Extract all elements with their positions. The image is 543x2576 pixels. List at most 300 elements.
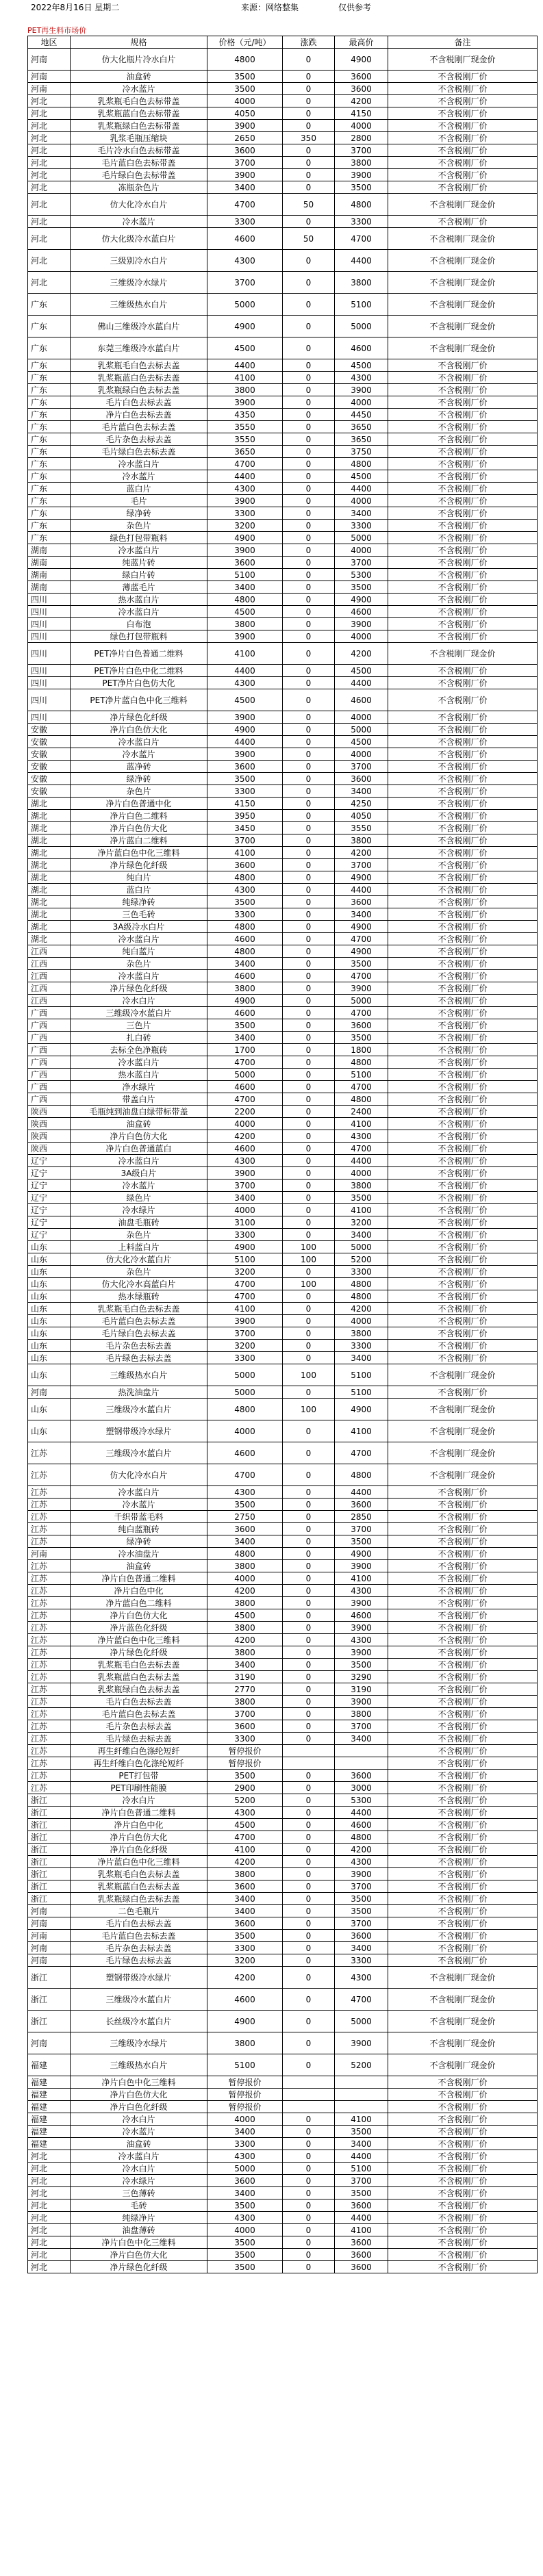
cell-price: 3700: [207, 272, 283, 294]
cell-remark: 不含税刚厂价: [388, 1585, 538, 1597]
cell-region: 广东: [28, 396, 71, 409]
cell-region: 江苏: [28, 1720, 71, 1733]
cell-change: 0: [283, 677, 335, 689]
cell-region: 河南: [28, 1942, 71, 1954]
cell-region: 江苏: [28, 1511, 71, 1523]
cell-region: 山东: [28, 1340, 71, 1352]
table-row: [28, 359, 538, 372]
cell-max-price: 3600: [335, 2249, 388, 2261]
report-source: 来源：网络整集: [241, 3, 299, 12]
cell-region: 福建: [28, 2101, 71, 2113]
cell-remark: 不含税刚厂价: [388, 1143, 538, 1155]
cell-remark: 不含税刚厂价: [388, 736, 538, 748]
cell-spec: 冷水蓝白片: [71, 1155, 207, 1167]
cell-change: 0: [283, 532, 335, 544]
cell-remark: 不含税刚厂价: [388, 532, 538, 544]
cell-region: 河北: [28, 2199, 71, 2212]
cell-max-price: 5000: [335, 532, 388, 544]
cell-region: 河北: [28, 120, 71, 132]
table-row: [28, 446, 538, 458]
cell-remark: 不含税刚厂价: [388, 2163, 538, 2175]
cell-region: 湖北: [28, 908, 71, 921]
cell-region: 四川: [28, 665, 71, 677]
table-row: [28, 83, 538, 95]
cell-change: [283, 1745, 335, 1757]
cell-change: 0: [283, 316, 335, 337]
table-row: [28, 581, 538, 594]
cell-spec: 三维级冷水绿片: [71, 272, 207, 294]
cell-region: 浙江: [28, 1989, 71, 2011]
cell-price: 4500: [207, 1819, 283, 1831]
cell-price: 5000: [207, 1386, 283, 1399]
cell-change: 0: [283, 1646, 335, 1659]
cell-remark: 不含税刚厂价: [388, 1696, 538, 1708]
cell-max-price: 4900: [335, 1399, 388, 1420]
cell-remark: 不含税刚厂价: [388, 1659, 538, 1671]
cell-remark: 不含税刚厂现金价: [388, 294, 538, 316]
cell-change: 0: [283, 1155, 335, 1167]
cell-max-price: [335, 1745, 388, 1757]
cell-region: 江苏: [28, 1757, 71, 1770]
cell-change: 0: [283, 908, 335, 921]
cell-spec: PET打包带: [71, 1770, 207, 1782]
cell-spec: 三维级冷水蓝白片: [71, 1007, 207, 1019]
cell-spec: 蓝白片: [71, 483, 207, 495]
cell-remark: 不含税刚厂价: [388, 2126, 538, 2138]
cell-remark: 不含税刚厂价: [388, 1167, 538, 1179]
cell-remark: 不含税刚厂现金价: [388, 49, 538, 71]
cell-price: 4800: [207, 1548, 283, 1560]
table-row: [28, 1266, 538, 1278]
cell-spec: 净片绿色化纤级: [71, 711, 207, 724]
table-row: [28, 337, 538, 359]
cell-change: 0: [283, 859, 335, 871]
cell-remark: 不含税刚厂价: [388, 1044, 538, 1056]
cell-price: 3500: [207, 1499, 283, 1511]
cell-remark: 不含税刚厂现金价: [388, 2032, 538, 2054]
cell-remark: 不含税刚厂价: [388, 970, 538, 982]
cell-change: 0: [283, 1069, 335, 1081]
cell-spec: 毛片蓝白色去标去盖: [71, 1315, 207, 1327]
cell-region: 辽宁: [28, 1167, 71, 1179]
cell-region: 江苏: [28, 1597, 71, 1609]
table-row: [28, 409, 538, 421]
cell-max-price: 3800: [335, 1327, 388, 1340]
table-row: [28, 958, 538, 970]
cell-price: 4300: [207, 677, 283, 689]
cell-max-price: 4900: [335, 945, 388, 958]
cell-change: 0: [283, 1917, 335, 1930]
page-header: [0, 0, 543, 35]
cell-remark: 不含税刚厂价: [388, 1253, 538, 1266]
cell-region: 广东: [28, 446, 71, 458]
table-row: [28, 228, 538, 250]
cell-price: 4700: [207, 1464, 283, 1486]
cell-region: 四川: [28, 711, 71, 724]
cell-spec: 3A级白片: [71, 1167, 207, 1179]
cell-spec: 三色毛砖: [71, 908, 207, 921]
table-row: [28, 1464, 538, 1486]
cell-price: 4300: [207, 1807, 283, 1819]
cell-spec: 净片白色仿大化: [71, 2089, 207, 2101]
cell-spec: 去标全色净瓶砖: [71, 1044, 207, 1056]
cell-price: 3900: [207, 544, 283, 557]
cell-price: 2200: [207, 1106, 283, 1118]
table-row: [28, 1770, 538, 1782]
table-row: [28, 995, 538, 1007]
table-row: [28, 896, 538, 908]
cell-region: 江苏: [28, 1770, 71, 1782]
table-row: [28, 1420, 538, 1442]
cell-change: 0: [283, 409, 335, 421]
cell-max-price: 4700: [335, 1081, 388, 1093]
table-row: [28, 120, 538, 132]
cell-spec: 冷水蓝片: [71, 2126, 207, 2138]
cell-region: 广东: [28, 520, 71, 532]
cell-change: 0: [283, 1327, 335, 1340]
cell-max-price: 5100: [335, 1364, 388, 1386]
cell-region: 江苏: [28, 1696, 71, 1708]
cell-region: 湖北: [28, 933, 71, 945]
cell-remark: 不含税刚厂价: [388, 1868, 538, 1880]
table-row: [28, 1622, 538, 1634]
cell-change: 350: [283, 132, 335, 144]
cell-price: 5200: [207, 1794, 283, 1807]
cell-remark: 不含税刚厂价: [388, 1081, 538, 1093]
cell-change: 0: [283, 1386, 335, 1399]
cell-spec: 仿大化冷水白片: [71, 1464, 207, 1486]
cell-change: 50: [283, 194, 335, 216]
cell-max-price: 4100: [335, 2113, 388, 2126]
cell-spec: PET印刷性能膜: [71, 1782, 207, 1794]
cell-price: 3190: [207, 1671, 283, 1683]
table-row: [28, 2101, 538, 2113]
cell-change: 0: [283, 1352, 335, 1364]
cell-spec: 冷水蓝片: [71, 83, 207, 95]
cell-max-price: 3300: [335, 520, 388, 532]
cell-max-price: 5000: [335, 316, 388, 337]
cell-remark: 不含税刚厂价: [388, 120, 538, 132]
cell-max-price: 4000: [335, 711, 388, 724]
table-row: [28, 1303, 538, 1315]
cell-spec: 乳浆瓶蓝白色去标去盖: [71, 1671, 207, 1683]
cell-change: 0: [283, 724, 335, 736]
cell-spec: 冷水蓝白片: [71, 458, 207, 470]
cell-change: 0: [283, 458, 335, 470]
cell-remark: 不含税刚厂价: [388, 1118, 538, 1130]
table-row: [28, 594, 538, 606]
cell-price: 3500: [207, 83, 283, 95]
cell-max-price: 3600: [335, 71, 388, 83]
cell-change: 0: [283, 1167, 335, 1179]
cell-price: 4600: [207, 1143, 283, 1155]
table-row: [28, 1989, 538, 2011]
table-row: [28, 798, 538, 810]
cell-max-price: 4800: [335, 1464, 388, 1486]
cell-change: 0: [283, 2138, 335, 2150]
cell-region: 四川: [28, 618, 71, 630]
cell-spec: 净片绿色化纤级: [71, 1646, 207, 1659]
cell-region: 山东: [28, 1253, 71, 1266]
cell-spec: 冷水蓝白片: [71, 606, 207, 618]
table-row: [28, 95, 538, 107]
cell-region: 江苏: [28, 1499, 71, 1511]
cell-region: 浙江: [28, 1868, 71, 1880]
cell-spec: 杂色片: [71, 958, 207, 970]
table-body: [28, 49, 538, 2273]
cell-spec: 纯绿净片: [71, 2212, 207, 2224]
cell-spec: 冷水蓝片: [71, 748, 207, 761]
cell-remark: 不含税刚厂价: [388, 1609, 538, 1622]
cell-max-price: 4600: [335, 337, 388, 359]
cell-remark: 不含税刚厂价: [388, 689, 538, 711]
table-row: [28, 272, 538, 294]
cell-price: 3800: [207, 982, 283, 995]
cell-remark: 不含税刚厂价: [388, 1340, 538, 1352]
cell-remark: 不含税刚厂价: [388, 157, 538, 169]
cell-region: 广东: [28, 532, 71, 544]
cell-remark: 不含税刚厂价: [388, 470, 538, 483]
cell-remark: 不含税刚厂价: [388, 2199, 538, 2212]
cell-remark: 不含税刚厂价: [388, 1807, 538, 1819]
cell-region: 四川: [28, 594, 71, 606]
cell-max-price: 3400: [335, 2138, 388, 2150]
cell-max-price: 3900: [335, 169, 388, 181]
cell-remark: 不含税刚厂价: [388, 958, 538, 970]
table-row: [28, 834, 538, 847]
cell-max-price: 3800: [335, 157, 388, 169]
cell-spec: PET净片白色普通二维料: [71, 643, 207, 665]
cell-region: 江西: [28, 970, 71, 982]
cell-max-price: 3400: [335, 1733, 388, 1745]
cell-spec: 净片绿色化纤级: [71, 982, 207, 995]
cell-price: 4900: [207, 532, 283, 544]
cell-spec: 三维级热水白片: [71, 294, 207, 316]
table-row: [28, 859, 538, 871]
cell-spec: 净水绿片: [71, 1081, 207, 1093]
table-row: [28, 2150, 538, 2163]
cell-price: 3300: [207, 1733, 283, 1745]
cell-spec: 三色片: [71, 1019, 207, 1032]
cell-region: 辽宁: [28, 1229, 71, 1241]
cell-change: 0: [283, 1696, 335, 1708]
cell-remark: 不含税刚厂价: [388, 785, 538, 798]
cell-price: 3900: [207, 396, 283, 409]
cell-remark: 不含税刚厂价: [388, 859, 538, 871]
cell-spec: 绿净砖: [71, 507, 207, 520]
cell-price: 3300: [207, 1352, 283, 1364]
cell-change: 0: [283, 2011, 335, 2032]
cell-max-price: 3400: [335, 1942, 388, 1954]
cell-max-price: 4400: [335, 1155, 388, 1167]
cell-spec: 乳浆瓶毛白色去标去盖: [71, 1659, 207, 1671]
cell-region: 四川: [28, 643, 71, 665]
cell-region: 安徽: [28, 785, 71, 798]
cell-max-price: 4100: [335, 1420, 388, 1442]
cell-price: 4800: [207, 49, 283, 71]
cell-max-price: 4500: [335, 665, 388, 677]
cell-change: 0: [283, 250, 335, 272]
cell-region: 浙江: [28, 1844, 71, 1856]
cell-max-price: 3300: [335, 216, 388, 228]
cell-spec: 冷水白片: [71, 2113, 207, 2126]
cell-spec: 三维级冷水蓝白片: [71, 1399, 207, 1420]
cell-max-price: 3300: [335, 1954, 388, 1967]
cell-change: 0: [283, 1609, 335, 1622]
cell-price: 2770: [207, 1683, 283, 1696]
cell-change: 0: [283, 822, 335, 834]
table-row: [28, 810, 538, 822]
cell-change: 0: [283, 884, 335, 896]
table-row: [28, 520, 538, 532]
cell-price: 4000: [207, 1204, 283, 1216]
cell-remark: 不含税刚厂现金价: [388, 1989, 538, 2011]
cell-price: 3500: [207, 1019, 283, 1032]
cell-price: 暂停报价: [207, 1745, 283, 1757]
cell-remark: 不含税刚厂价: [388, 1794, 538, 1807]
cell-remark: 不含税刚厂价: [388, 1155, 538, 1167]
cell-change: 0: [283, 1770, 335, 1782]
cell-change: 0: [283, 798, 335, 810]
cell-max-price: 4250: [335, 798, 388, 810]
cell-price: 1700: [207, 1044, 283, 1056]
cell-price: 4400: [207, 665, 283, 677]
cell-region: 湖北: [28, 921, 71, 933]
table-row: [28, 2011, 538, 2032]
cell-spec: 油盒砖: [71, 1560, 207, 1572]
table-row: [28, 1745, 538, 1757]
cell-remark: 不含税刚厂价: [388, 1597, 538, 1609]
cell-max-price: [335, 1757, 388, 1770]
cell-remark: 不含税刚厂价: [388, 169, 538, 181]
cell-change: 0: [283, 1954, 335, 1967]
cell-max-price: 4700: [335, 970, 388, 982]
cell-spec: 毛片蓝白色去标带盖: [71, 157, 207, 169]
cell-price: 3200: [207, 1340, 283, 1352]
cell-region: 湖北: [28, 834, 71, 847]
cell-change: 0: [283, 2199, 335, 2212]
cell-spec: 毛片白色去标去盖: [71, 1917, 207, 1930]
table-row: [28, 1794, 538, 1807]
cell-region: 广东: [28, 507, 71, 520]
cell-region: 广东: [28, 337, 71, 359]
cell-price: 3700: [207, 1179, 283, 1192]
cell-region: 河南: [28, 1954, 71, 1967]
cell-spec: 冷水白片: [71, 1794, 207, 1807]
cell-price: 4900: [207, 1241, 283, 1253]
cell-max-price: 3500: [335, 2187, 388, 2199]
cell-price: 3300: [207, 1229, 283, 1241]
cell-spec: 净片蓝色化纤级: [71, 1622, 207, 1634]
cell-change: 0: [283, 847, 335, 859]
cell-spec: 绿色打包带瓶料: [71, 630, 207, 643]
cell-remark: 不含税刚厂价: [388, 433, 538, 446]
cell-price: 3800: [207, 1696, 283, 1708]
cell-spec: 毛片绿白色去标去盖: [71, 446, 207, 458]
cell-max-price: 4800: [335, 194, 388, 216]
cell-spec: 净片绿色化纤级: [71, 859, 207, 871]
table-row: [28, 1093, 538, 1106]
cell-spec: 毛片绿色去标去盖: [71, 1733, 207, 1745]
cell-region: 湖北: [28, 822, 71, 834]
cell-price: 3900: [207, 630, 283, 643]
cell-region: 河南: [28, 1548, 71, 1560]
cell-price: 4300: [207, 1155, 283, 1167]
cell-change: 0: [283, 1708, 335, 1720]
cell-spec: 毛片杂色去标去盖: [71, 1340, 207, 1352]
table-row: [28, 1609, 538, 1622]
cell-change: 0: [283, 1844, 335, 1856]
cell-region: 河南: [28, 83, 71, 95]
cell-change: 0: [283, 1143, 335, 1155]
cell-spec: 毛片白色去标去盖: [71, 396, 207, 409]
table-row: [28, 132, 538, 144]
cell-region: 山东: [28, 1420, 71, 1442]
cell-region: 广东: [28, 294, 71, 316]
cell-change: 0: [283, 1905, 335, 1917]
cell-price: 3600: [207, 1917, 283, 1930]
cell-price: 4000: [207, 1118, 283, 1130]
cell-remark: 不含税刚厂价: [388, 2089, 538, 2101]
cell-change: 0: [283, 1572, 335, 1585]
table-row: [28, 1954, 538, 1967]
column-header-remark: 备注: [388, 36, 538, 49]
cell-spec: 净片蓝白色中化三维料: [71, 847, 207, 859]
cell-price: 3600: [207, 859, 283, 871]
cell-region: 四川: [28, 606, 71, 618]
cell-price: 3200: [207, 1954, 283, 1967]
cell-change: 0: [283, 1942, 335, 1954]
cell-spec: 毛片杂色去标去盖: [71, 1942, 207, 1954]
cell-remark: 不含税刚厂现金价: [388, 1420, 538, 1442]
table-row: [28, 2126, 538, 2138]
cell-remark: 不含税刚厂价: [388, 1683, 538, 1696]
table-row: [28, 1192, 538, 1204]
cell-price: 3500: [207, 2199, 283, 2212]
cell-max-price: 3290: [335, 1671, 388, 1683]
cell-region: 河北: [28, 272, 71, 294]
column-header-max-price: 最高价: [335, 36, 388, 49]
table-row: [28, 557, 538, 569]
cell-remark: 不含税刚厂价: [388, 181, 538, 194]
cell-price: 5000: [207, 2163, 283, 2175]
table-row: [28, 1229, 538, 1241]
cell-spec: 三维级冷水蓝白片: [71, 1442, 207, 1464]
table-row: [28, 507, 538, 520]
table-row: [28, 1942, 538, 1954]
cell-max-price: 4300: [335, 1585, 388, 1597]
cell-change: 0: [283, 372, 335, 384]
cell-remark: 不含税刚厂价: [388, 1007, 538, 1019]
cell-price: 3900: [207, 1315, 283, 1327]
cell-price: 3900: [207, 748, 283, 761]
cell-price: 3600: [207, 144, 283, 157]
cell-remark: 不含税刚厂价: [388, 2261, 538, 2273]
cell-price: 4800: [207, 945, 283, 958]
cell-change: 50: [283, 228, 335, 250]
cell-change: 0: [283, 1967, 335, 1989]
cell-remark: 不含税刚厂价: [388, 1216, 538, 1229]
cell-region: 浙江: [28, 1831, 71, 1844]
table-row: [28, 49, 538, 71]
table-row: [28, 1327, 538, 1340]
cell-spec: 毛片绿色去标去盖: [71, 1352, 207, 1364]
cell-spec: 净片蓝白色中化三维料: [71, 1856, 207, 1868]
table-row: [28, 316, 538, 337]
cell-spec: 净片蓝白色二维料: [71, 1597, 207, 1609]
cell-remark: 不含税刚厂价: [388, 569, 538, 581]
cell-change: 0: [283, 1130, 335, 1143]
